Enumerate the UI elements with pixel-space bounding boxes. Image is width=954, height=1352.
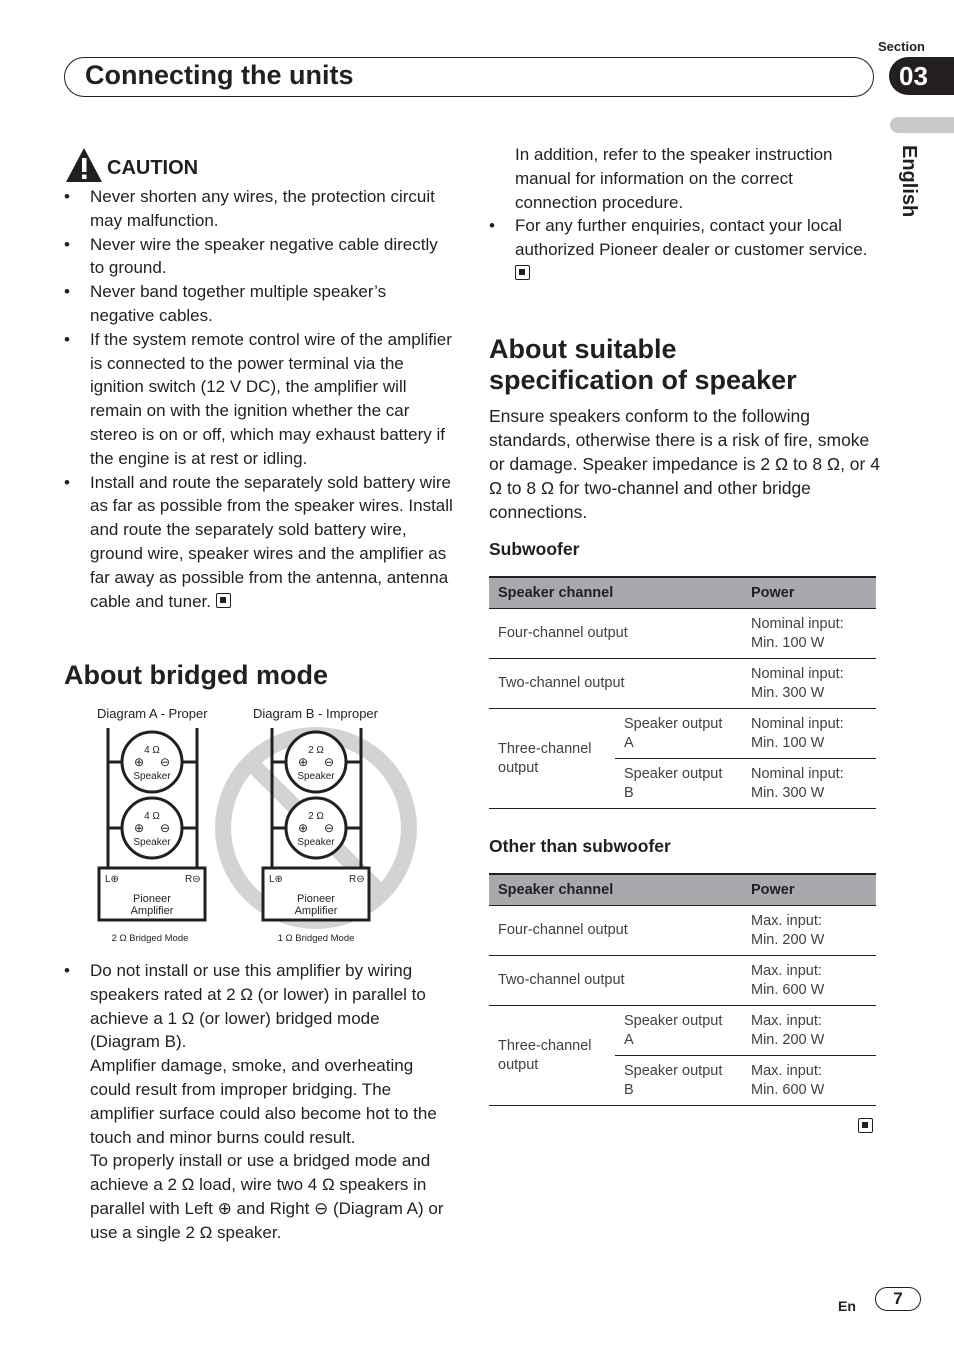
column-header: Power xyxy=(742,577,876,609)
speaker-spec-heading: About suitable specification of speaker xyxy=(489,334,797,395)
section-label: Section xyxy=(878,39,925,54)
language-tab xyxy=(890,117,954,133)
page-title: Connecting the units xyxy=(85,60,354,90)
svg-text:⊖: ⊖ xyxy=(159,755,171,769)
bridged-mode-heading: About bridged mode xyxy=(64,660,328,690)
warning-icon xyxy=(65,147,103,183)
list-item: • Never shorten any wires, the protection circuit may malfunction. xyxy=(64,185,454,233)
speaker-rating: 4 Ω xyxy=(144,745,160,756)
svg-text:L⊕: L⊕ xyxy=(269,874,283,885)
caution-title: CAUTION xyxy=(107,157,199,179)
list-item: • If the system remote control wire of the amplifier is connected to the power terminal via the ignition switch (12 V DC), the amplifier will remain on with the ignition whether the car stereo is on or off, which may exhaust battery if the engine is at rest or idling. xyxy=(64,328,454,471)
column-header: Speaker channel xyxy=(489,874,742,906)
svg-text:R⊖: R⊖ xyxy=(185,874,201,885)
speaker-spec-intro: Ensure speakers conform to the following standards, otherwise there is a risk of fire, smoke or damage. Speaker impedance is 2 Ω to 8 Ω, or 4 Ω to 8 Ω for two-channel and other bridge connections. xyxy=(489,406,880,522)
svg-text:⊖: ⊖ xyxy=(323,821,335,835)
speaker-icon xyxy=(286,798,346,858)
caution-continued xyxy=(489,143,879,286)
diagram-b-caption: 1 Ω Bridged Mode xyxy=(277,933,355,944)
list-item: • Install and route the separately sold battery wire as far as possible from the speaker wires. Install and route the separately sold battery wire, ground wire, speaker wires and the amplifier as far away as possible from the antenna, antenna cable and tuner. xyxy=(64,471,454,614)
section-number-badge: 03 xyxy=(889,57,954,95)
list-item: • For any further enquiries, contact your local authorized Pioneer dealer or customer service. xyxy=(489,214,879,285)
diagram-a-title: Diagram A - Proper xyxy=(97,706,208,721)
bridged-mode-list xyxy=(64,959,454,1245)
speaker-icon xyxy=(122,798,182,858)
speaker-label: Speaker xyxy=(133,837,171,848)
svg-text:⊕: ⊕ xyxy=(133,755,145,769)
subwoofer-heading: Subwoofer xyxy=(489,539,580,559)
svg-text:⊖: ⊖ xyxy=(159,821,171,835)
end-mark-icon xyxy=(858,1118,873,1133)
svg-text:Amplifier: Amplifier xyxy=(294,905,338,917)
speaker-label: Speaker xyxy=(297,837,335,848)
bridged-mode-diagram xyxy=(64,700,464,950)
footer-language: En xyxy=(838,1298,856,1314)
table-row: Speaker output B Max. input: Min. 600 W xyxy=(489,1056,876,1106)
table-row: Three-channel output Speaker output A Nominal input: Min. 100 W xyxy=(489,709,876,759)
end-mark-icon xyxy=(216,593,231,608)
list-item: • Do not install or use this amplifier by wiring speakers rated at 2 Ω (or lower) in parallel to achieve a 1 Ω (or lower) bridged mode (Diagram B). Amplifier damage, smoke, and overheating could result from improper bridging. The amplifier surface could also become hot to the touch and minor burns could result. To properly install or use a bridged mode and achieve a 2 Ω load, wire two 4 Ω speakers in parallel with Left ⊕ and Right ⊖ (Diagram A) or use a single 2 Ω speaker. xyxy=(64,959,454,1245)
svg-text:⊕: ⊕ xyxy=(297,755,309,769)
other-than-subwoofer-table xyxy=(489,873,876,1106)
svg-text:L⊕: L⊕ xyxy=(105,874,119,885)
speaker-icon xyxy=(122,732,182,792)
column-header: Power xyxy=(742,874,876,906)
subwoofer-table xyxy=(489,576,876,809)
column-header: Speaker channel xyxy=(489,577,742,609)
svg-text:Pioneer: Pioneer xyxy=(133,893,171,905)
speaker-rating: 2 Ω xyxy=(308,745,324,756)
svg-text:⊕: ⊕ xyxy=(297,821,309,835)
language-label: English xyxy=(898,145,920,218)
speaker-rating: 2 Ω xyxy=(308,811,324,822)
svg-text:Pioneer: Pioneer xyxy=(297,893,335,905)
page-number: 7 xyxy=(875,1287,921,1311)
speaker-label: Speaker xyxy=(297,771,335,782)
speaker-icon xyxy=(286,732,346,792)
svg-text:Amplifier: Amplifier xyxy=(130,905,174,917)
other-than-subwoofer-heading: Other than subwoofer xyxy=(489,836,671,856)
speaker-label: Speaker xyxy=(133,771,171,782)
table-row: Three-channel output Speaker output A Max. input: Min. 200 W xyxy=(489,1006,876,1056)
diagram-a-caption: 2 Ω Bridged Mode xyxy=(111,933,189,944)
svg-text:⊕: ⊕ xyxy=(133,821,145,835)
table-row: Two-channel output Nominal input: Min. 300 W xyxy=(489,659,876,709)
list-item: • Never wire the speaker negative cable directly to ground. xyxy=(64,233,454,281)
diagram-b-title: Diagram B - Improper xyxy=(253,706,378,721)
table-row: Four-channel output Max. input: Min. 200 W xyxy=(489,906,876,956)
continued-paragraph: In addition, refer to the speaker instruction manual for information on the correct connection procedure. xyxy=(515,145,833,212)
table-row: Speaker output B Nominal input: Min. 300 W xyxy=(489,759,876,809)
speaker-rating: 4 Ω xyxy=(144,811,160,822)
svg-text:R⊖: R⊖ xyxy=(349,874,365,885)
table-row: Four-channel output Nominal input: Min. 100 W xyxy=(489,609,876,659)
table-row: Two-channel output Max. input: Min. 600 W xyxy=(489,956,876,1006)
end-mark-icon xyxy=(515,265,530,280)
caution-list xyxy=(64,185,454,613)
list-item: • Never band together multiple speaker’s negative cables. xyxy=(64,280,454,328)
svg-text:⊖: ⊖ xyxy=(323,755,335,769)
